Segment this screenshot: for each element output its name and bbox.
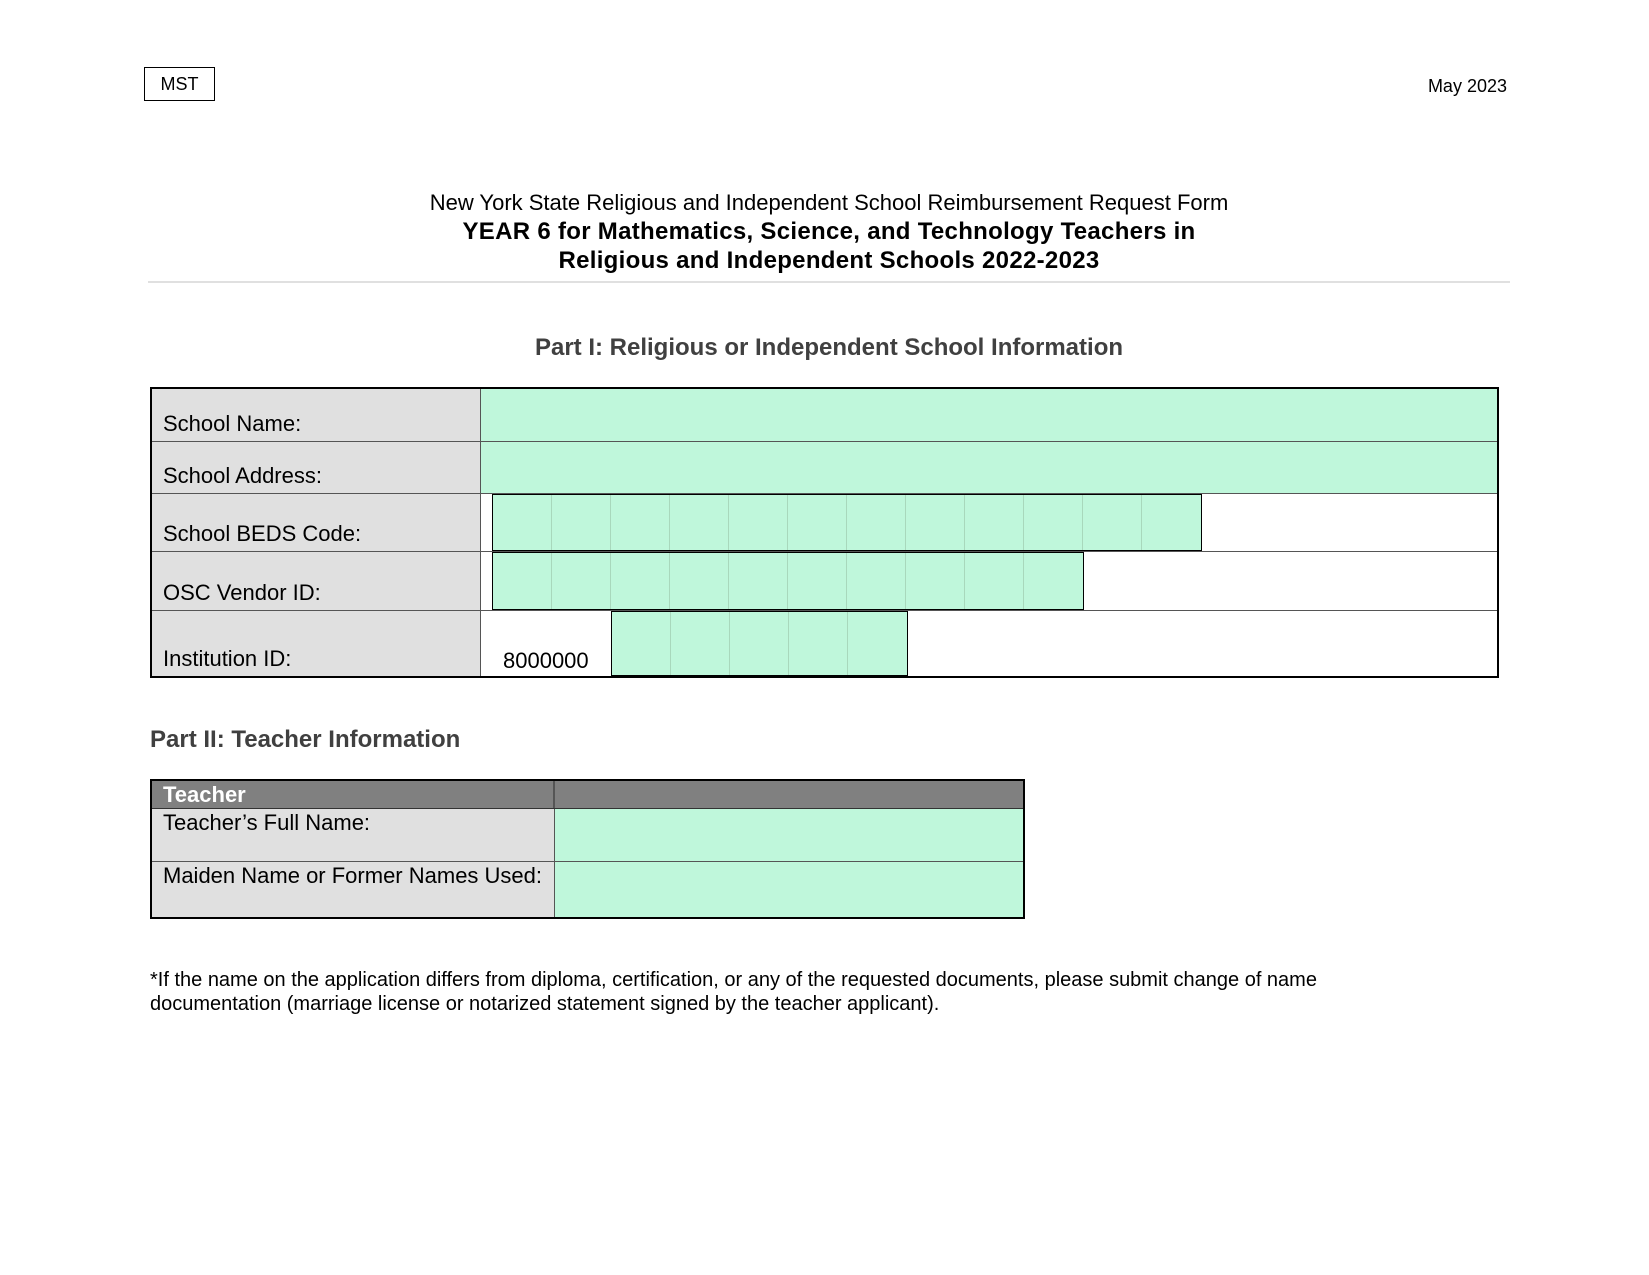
vendor-id-digit-cell[interactable] — [788, 553, 847, 609]
beds-code-digit-cell[interactable] — [965, 495, 1024, 550]
institution-id-row — [152, 611, 1497, 676]
school-address-label: School Address: — [152, 442, 481, 493]
title-line-3: Religious and Independent Schools 2022-2023 — [558, 247, 1100, 274]
beds-code-digit-cell[interactable] — [1083, 495, 1142, 550]
school-address-field[interactable] — [481, 442, 1497, 493]
beds-code-digit-cell[interactable] — [1024, 495, 1083, 550]
maiden-name-label: Maiden Name or Former Names Used: — [152, 862, 555, 917]
institution-id-label: Institution ID: — [152, 611, 481, 676]
maiden-name-row — [152, 862, 1023, 917]
beds-code-digit-cell[interactable] — [611, 495, 670, 550]
school-name-row — [152, 389, 1497, 442]
school-address-row — [152, 442, 1497, 494]
vendor-id-field-area — [481, 552, 1497, 610]
vendor-id-digit-cell[interactable] — [611, 553, 670, 609]
part1-heading: Part I: Religious or Independent School Information — [534, 334, 1124, 361]
form-date: May 2023 — [1427, 76, 1507, 96]
institution-id-digit-cell[interactable] — [730, 612, 789, 675]
school-name-field[interactable] — [481, 389, 1497, 441]
institution-id-digit-cell[interactable] — [612, 612, 671, 675]
beds-code-digit-cell[interactable] — [788, 495, 847, 550]
title-divider — [148, 281, 1510, 283]
beds-code-digit-cell[interactable] — [729, 495, 788, 550]
teacher-info-table — [150, 779, 1025, 919]
beds-code-digit-cell[interactable] — [906, 495, 965, 550]
vendor-id-digit-cell[interactable] — [552, 553, 611, 609]
beds-code-row — [152, 494, 1497, 552]
teacher-full-name-row — [152, 809, 1023, 862]
vendor-id-row — [152, 552, 1497, 611]
beds-code-digit-cell[interactable] — [1142, 495, 1201, 550]
institution-id-prefix: 8000000 — [503, 648, 589, 673]
vendor-id-digit-cell[interactable] — [906, 553, 965, 609]
teacher-header-label: Teacher — [152, 781, 555, 808]
institution-id-digit-cell[interactable] — [789, 612, 848, 675]
vendor-id-comb-field[interactable] — [492, 552, 1084, 610]
vendor-id-digit-cell[interactable] — [670, 553, 729, 609]
vendor-id-digit-cell[interactable] — [493, 553, 552, 609]
teacher-full-name-field[interactable] — [555, 809, 1023, 861]
form-title — [148, 189, 1510, 275]
vendor-id-digit-cell[interactable] — [965, 553, 1024, 609]
beds-code-field-area — [481, 494, 1497, 551]
vendor-id-label: OSC Vendor ID: — [152, 552, 481, 610]
form-code-badge: MST — [144, 67, 215, 101]
teacher-table-header — [152, 781, 1023, 809]
school-name-label: School Name: — [152, 389, 481, 441]
beds-code-digit-cell[interactable] — [552, 495, 611, 550]
institution-id-comb-field[interactable] — [611, 611, 908, 676]
vendor-id-digit-cell[interactable] — [847, 553, 906, 609]
teacher-full-name-label: Teacher’s Full Name: — [152, 809, 555, 861]
beds-code-digit-cell[interactable] — [493, 495, 552, 550]
school-info-table — [150, 387, 1499, 678]
beds-code-label: School BEDS Code: — [152, 494, 481, 551]
title-line-1: New York State Religious and Independent School Reimbursement Request Form — [429, 190, 1229, 215]
part2-heading: Part II: Teacher Information — [150, 726, 461, 753]
beds-code-digit-cell[interactable] — [670, 495, 729, 550]
vendor-id-digit-cell[interactable] — [729, 553, 788, 609]
institution-id-digit-cell[interactable] — [848, 612, 907, 675]
title-line-2: YEAR 6 for Mathematics, Science, and Technology Teachers in — [462, 218, 1196, 245]
maiden-name-field[interactable] — [555, 862, 1023, 917]
institution-id-digit-cell[interactable] — [671, 612, 730, 675]
name-change-footnote: *If the name on the application differs from diploma, certification, or any of the requested documents, please submit change of name documentation (marriage license or notarized statement signed by the teacher applicant). — [150, 969, 1317, 1015]
institution-id-field-area — [481, 611, 1497, 676]
beds-code-comb-field[interactable] — [492, 494, 1202, 551]
beds-code-digit-cell[interactable] — [847, 495, 906, 550]
vendor-id-digit-cell[interactable] — [1024, 553, 1083, 609]
